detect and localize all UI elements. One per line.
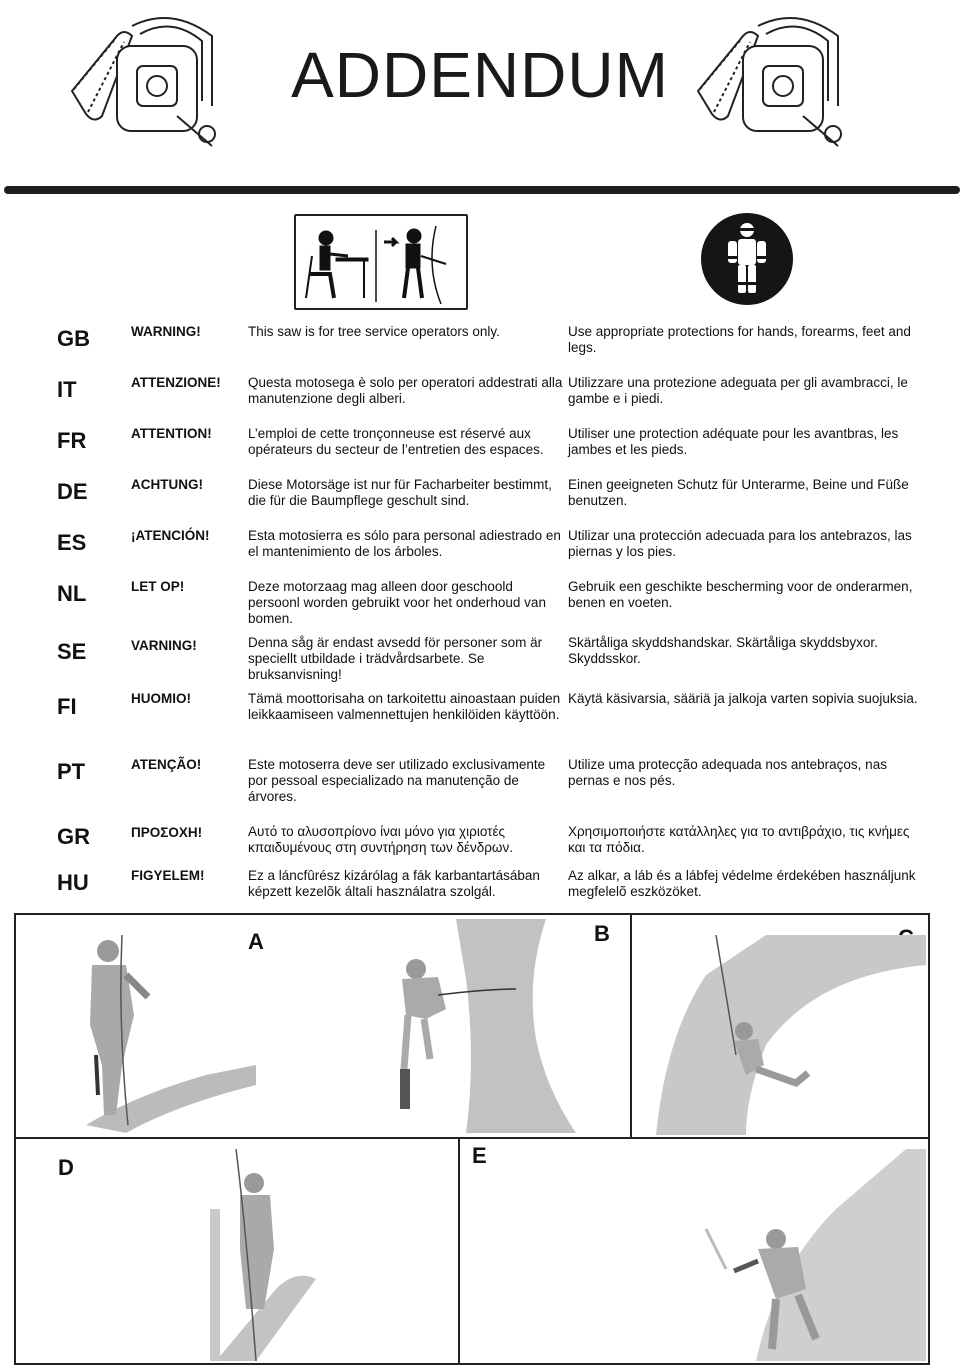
arborist-cutting-illustration [476,1149,926,1361]
language-code: HU [57,870,89,895]
header-divider [4,186,960,194]
operator-restriction-text: Tämä moottorisaha on tarkoitettu ainoastaan puiden leikkaamiseen valmennettujen henkilöiden käyttöön. [248,691,561,722]
language-code: IT [57,377,77,402]
warning-label: WARNING! [131,324,201,339]
warning-label: VARNING! [131,638,197,653]
warning-label: ATTENZIONE! [131,375,221,390]
operator-restriction-text: Deze motorzaag mag alleen door geschoold persoonl worden gebruikt voor het onderhoud van bomen. [248,579,546,626]
protection-text: Einen geeigneten Schutz für Unterarme, Beine und Füße benutzen. [568,477,909,508]
protection-text: Käytä käsivarsia, sääriä ja jalkoja varten sopivia suojuksia. [568,691,918,706]
warning-label: ¡ATENCIÓN! [131,528,210,543]
protection-text: Az alkar, a láb és a lábfej védelme érdekében használjunk megfelelõ eszközöket. [568,868,916,899]
panel-divider [630,915,632,1137]
arborist-descending-illustration [156,1149,446,1361]
language-code: ES [57,530,87,555]
protection-text: Utilizzare una protezione adeguata per gli avambracci, le gambe e i piedi. [568,375,908,406]
operator-restriction-text: Este motoserra deve ser utilizado exclusivamente por pessoal especializado na manutenção de árvores. [248,757,546,804]
figure-label-b: B [594,921,610,946]
operator-restriction-text: This saw is for tree service operators only. [248,324,500,339]
language-code: FI [57,694,77,719]
language-code: DE [57,479,88,504]
protection-text: Χρησιμοποιήστε κατάλληλες για το αντιβράχιο, τις κνήμες και τα πόδια. [568,824,910,855]
trained-operator-pictogram-icon [294,214,468,310]
operator-restriction-text: Denna såg är endast avsedd för personer som är speciellt utbildade i trädvårdsarbete. Se bruksanvisning! [248,635,543,682]
protection-text: Utilize uma protecção adequada nos antebraços, nas pernas e nos pés. [568,757,887,788]
protection-text: Use appropriate protections for hands, forearms, feet and legs. [568,324,911,355]
language-code: FR [57,428,87,453]
figure-label-a: A [248,929,264,954]
warning-label: ATTENTION! [131,426,212,441]
operator-restriction-text: L’emploi de cette tronçonneuse est réservé aux opérateurs du secteur de l’entretien des espaces. [248,426,544,457]
figure-label-e: E [472,1143,487,1168]
operator-restriction-text: Ez a láncfûrész kizárólag a fák karbantartásában képzett kezelõk általi használatra szolgál. [248,868,540,899]
panel-divider [16,1137,928,1139]
arborist-on-branch-illustration [646,935,926,1135]
warning-label: ATENÇÃO! [131,757,202,772]
protection-text: Utilizar una protección adecuada para los antebrazos, las piernas y los pies. [568,528,912,559]
figure-label-d: D [58,1155,74,1180]
warning-label: LET OP! [131,579,185,594]
language-code: PT [57,759,86,784]
protective-clothing-icon [700,212,794,306]
warning-label: HUOMIO! [131,691,191,706]
operator-restriction-text: Diese Motorsäge ist nur für Facharbeiter bestimmt, die für die Baumpflege geschult sind. [248,477,552,508]
warning-label: ΠΡΟΣΟΧΗ! [131,825,203,840]
arborist-climbing-trunk-illustration [346,919,616,1133]
illustration-grid [14,913,930,1365]
protection-text: Skärtåliga skyddshandskar. Skärtåliga skyddsbyxor. Skyddsskor. [568,635,878,666]
language-code: GB [57,326,90,351]
page-title: ADDENDUM [291,39,669,111]
warning-label: ACHTUNG! [131,477,203,492]
language-code: SE [57,639,87,664]
operator-restriction-text: Esta motosierra es sólo para personal adiestrado en el mantenimiento de los árboles. [248,528,561,559]
protection-text: Utiliser une protection adéquate pour les avantbras, les jambes et les pieds. [568,426,899,457]
operator-restriction-text: Questa motosega è solo per operatori addestrati alla manutenzione degli alberi. [248,375,563,406]
chainsaw-right-icon [688,6,848,156]
warning-label: FIGYELEM! [131,868,205,883]
panel-divider [458,1137,460,1363]
operator-restriction-text: Αυτό το αλυσοπρίονο ίναι μόνο για χιριοτές κπαιδυμένους στη συντήρηση των δένδρων. [248,824,513,855]
protection-text: Gebruik een geschikte bescherming voor de onderarmen, benen en voeten. [568,579,913,610]
arborist-with-rope-illustration [56,925,256,1133]
language-code: GR [57,824,90,849]
language-code: NL [57,581,87,606]
